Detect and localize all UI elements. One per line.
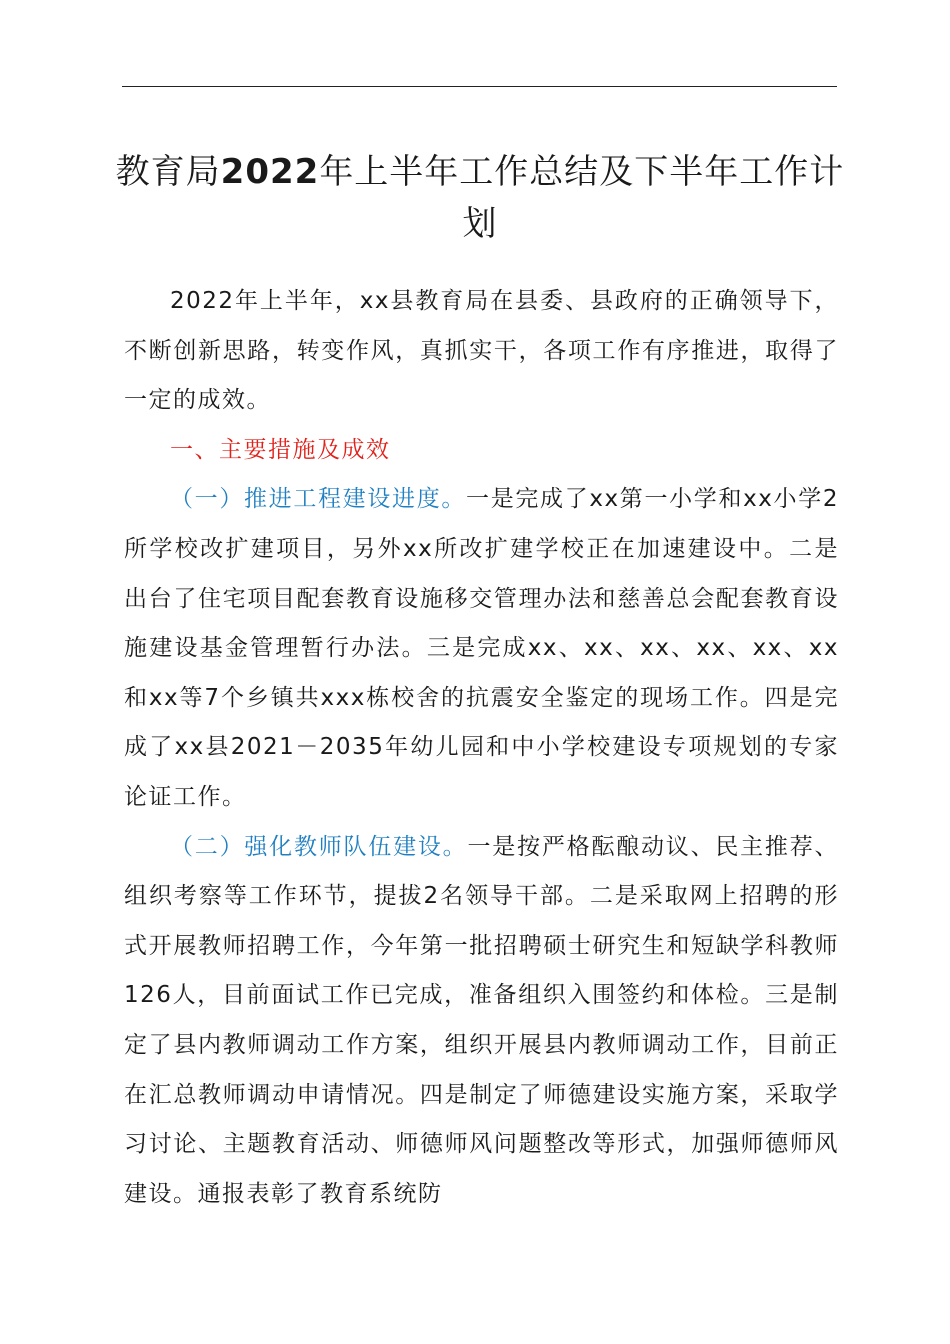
- subsection-1-paragraph: [124, 475, 839, 822]
- intro-paragraph: 2022年上半年，xx县教育局在县委、县政府的正确领导下，不断创新思路，转变作风，真抓实干，各项工作有序推进，取得了一定的成效。: [124, 288, 839, 414]
- title-prefix: 教育局: [115, 152, 221, 192]
- sub1-body: 一是完成了xx第一小学和xx小学2所学校改扩建项目，另外xx所改扩建学校正在加速建设中。二是出台了住宅项目配套教育设施移交管理办法和慈善总会配套教育设施建设基金管理暂行办法。三是完成xx、xx、xx、xx、xx、xx和xx等7个乡镇共xxx栋校舍的抗震安全鉴定的现场工作。四是完成了xx县2021－2035年幼儿园和中小学校建设专项规划的专家论证工作。: [124, 486, 839, 810]
- document-body: [124, 277, 839, 1219]
- title-year: 2022: [220, 152, 320, 192]
- sub2-body: 一是按严格酝酿动议、民主推荐、组织考察等工作环节，提拔2名领导干部。二是采取网上招聘的形式开展教师招聘工作，今年第一批招聘硕士研究生和短缺学科教师126人，目前面试工作已完成，准备组织入围签约和体检。三是制定了县内教师调动工作方案，组织开展县内教师调动工作，目前正在汇总教师调动申请情况。四是制定了师德建设实施方案，采取学习讨论、主题教育活动、师德师风问题整改等形式，加强师德师风建设。通报表彰了教育系统防: [124, 833, 840, 1207]
- section-heading: [124, 426, 839, 476]
- sub2-heading: （二）强化教师队伍建设。: [170, 833, 468, 860]
- sub1-heading: （一）推进工程建设进度。: [170, 486, 467, 513]
- title-rest: 年上半年工作总结及下半年工作计划: [319, 152, 845, 244]
- header-rule: [122, 86, 837, 87]
- subsection-2-paragraph: [124, 823, 839, 1220]
- document-title: [110, 146, 850, 250]
- section1-heading: 一、主要措施及成效: [170, 436, 391, 463]
